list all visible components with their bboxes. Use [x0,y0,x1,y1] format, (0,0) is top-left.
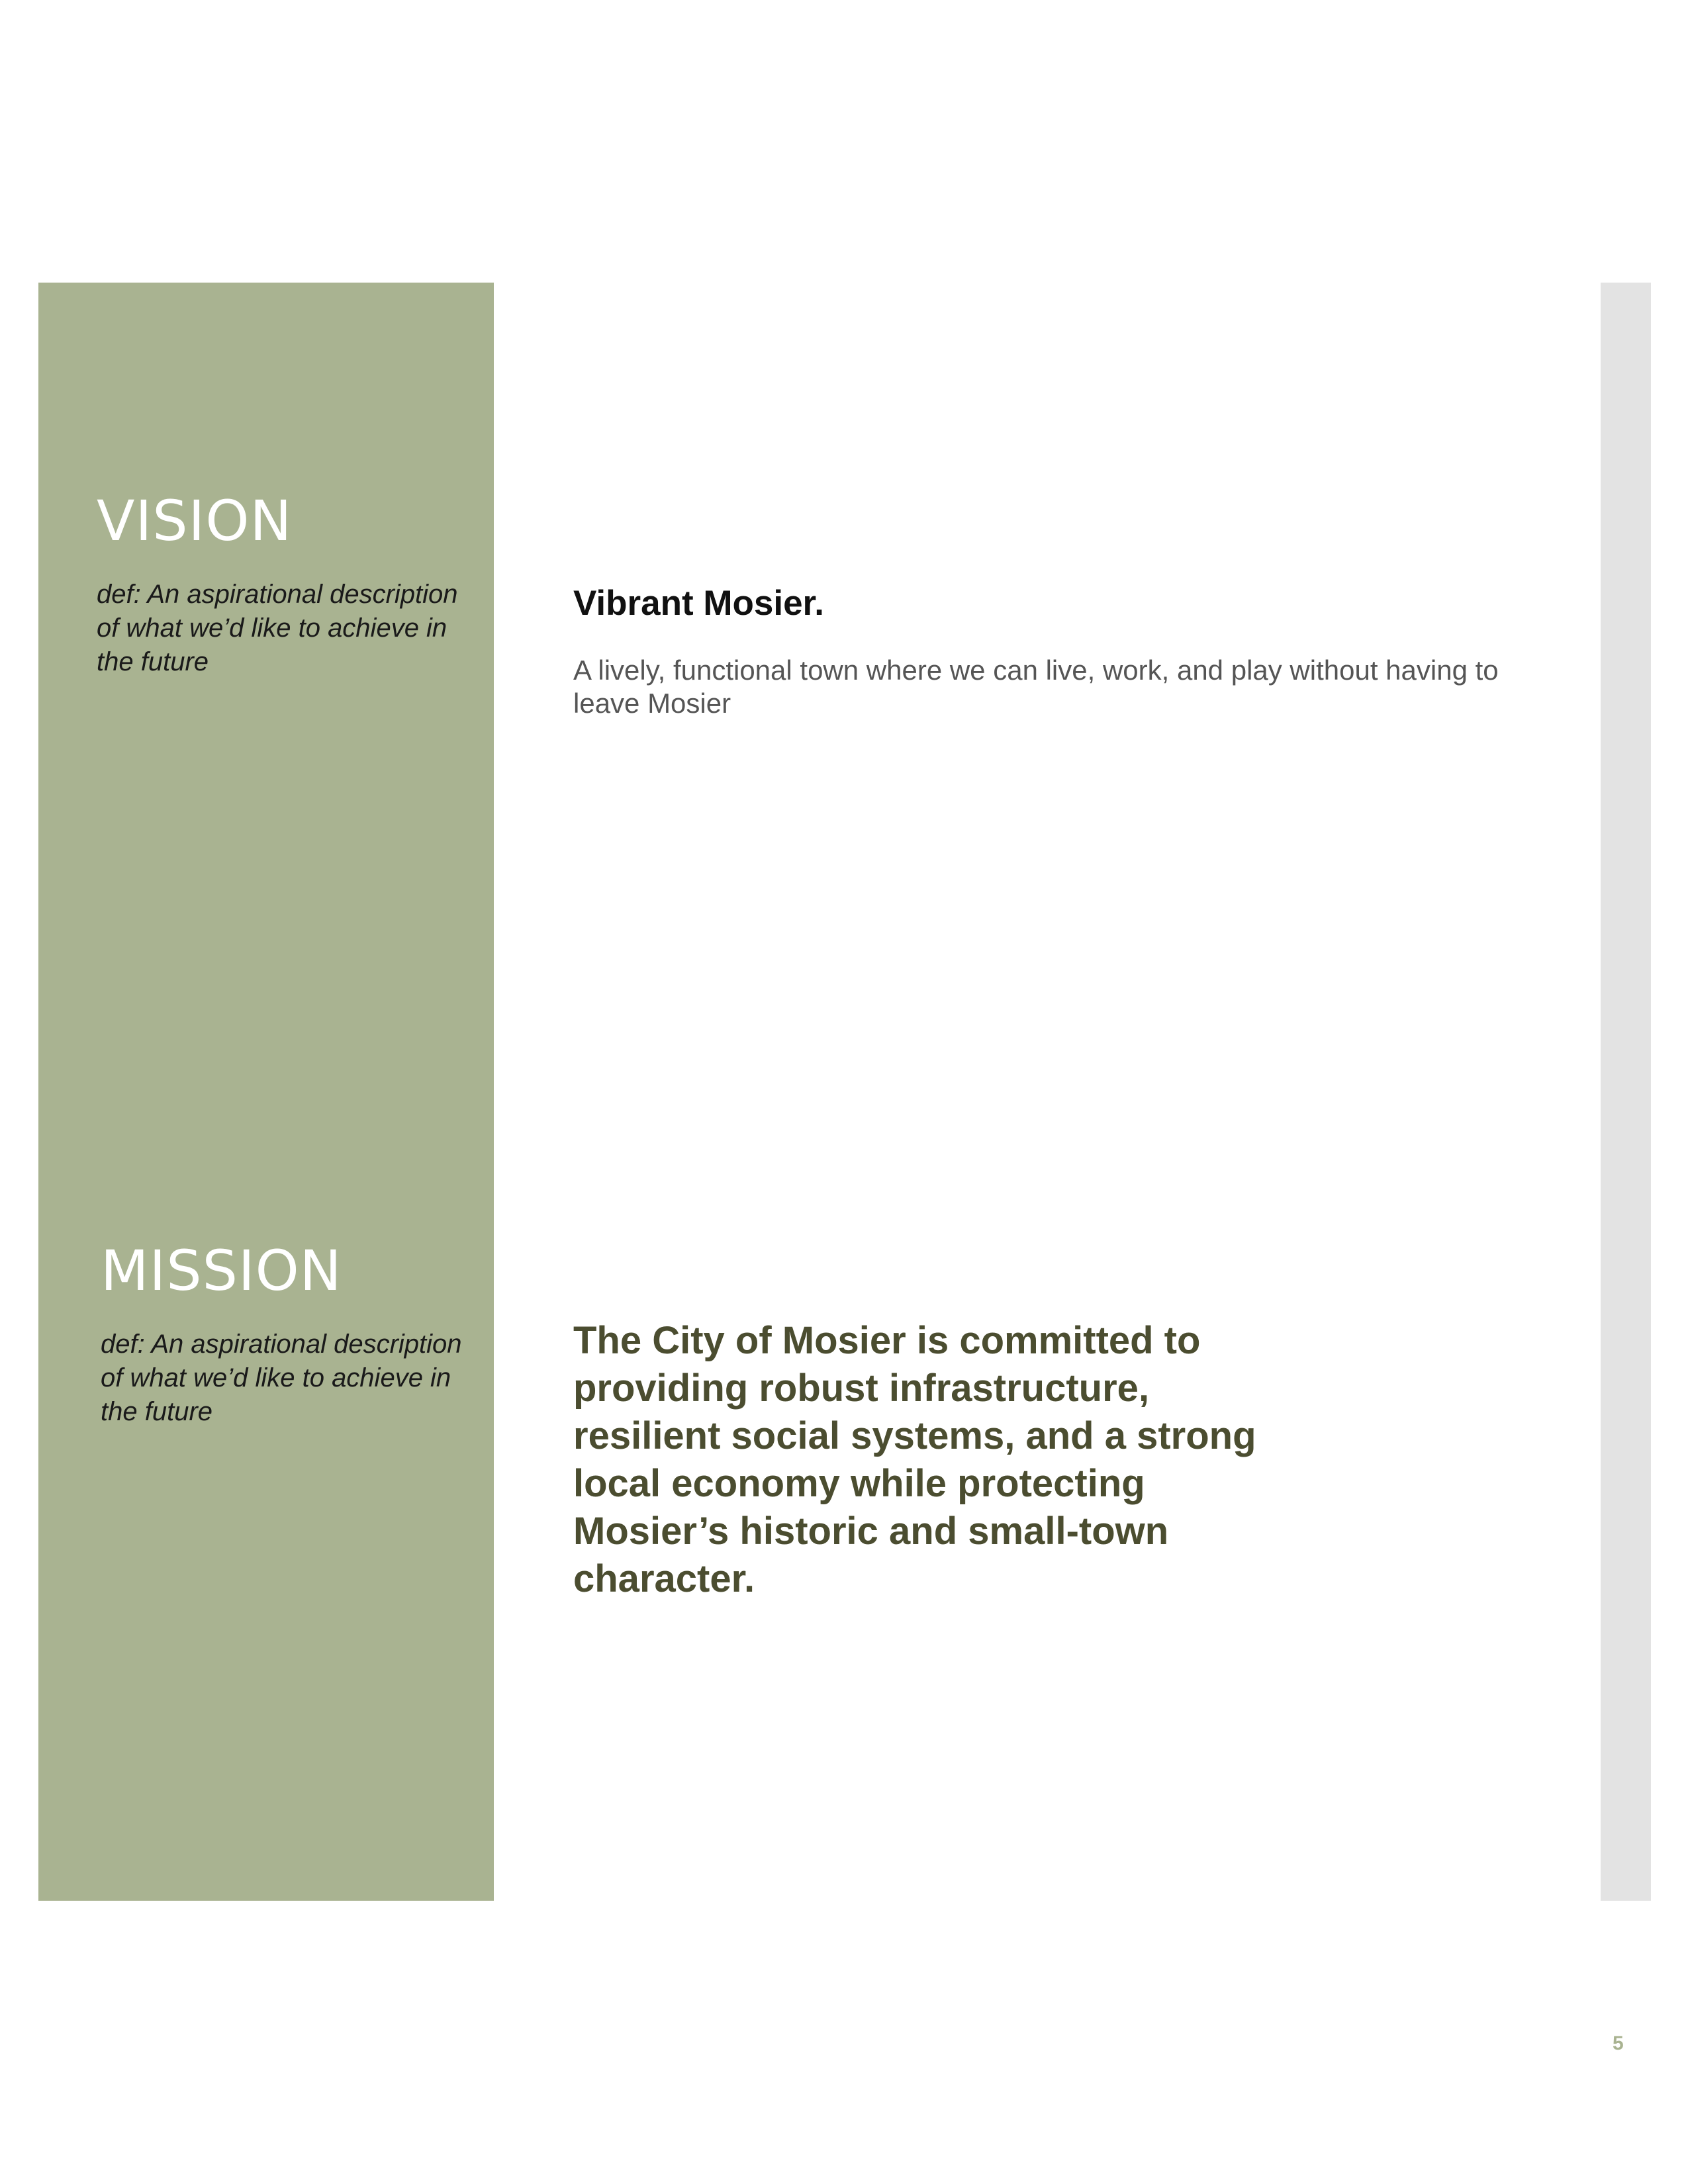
vision-definition: def: An aspirational description of what we’d like to achieve in the future [97,580,458,676]
vision-body: A lively, functional town where we can live, work, and play without having to leave Mosier [573,655,1499,719]
mission-definition: def: An aspirational description of what we’d like to achieve in the future [101,1330,462,1426]
mission-heading: MISSION [101,1238,342,1303]
page-number: 5 [1613,2032,1624,2054]
vision-title: Vibrant Mosier. [573,584,824,623]
vision-heading: VISION [97,488,293,553]
right-accent-bar [1601,283,1651,1901]
mission-statement: The City of Mosier is committed to providing robust infrastructure, resilient social systems, and a strong local economy while protecting Mosier’s historic and small-town character. [573,1319,1256,1600]
